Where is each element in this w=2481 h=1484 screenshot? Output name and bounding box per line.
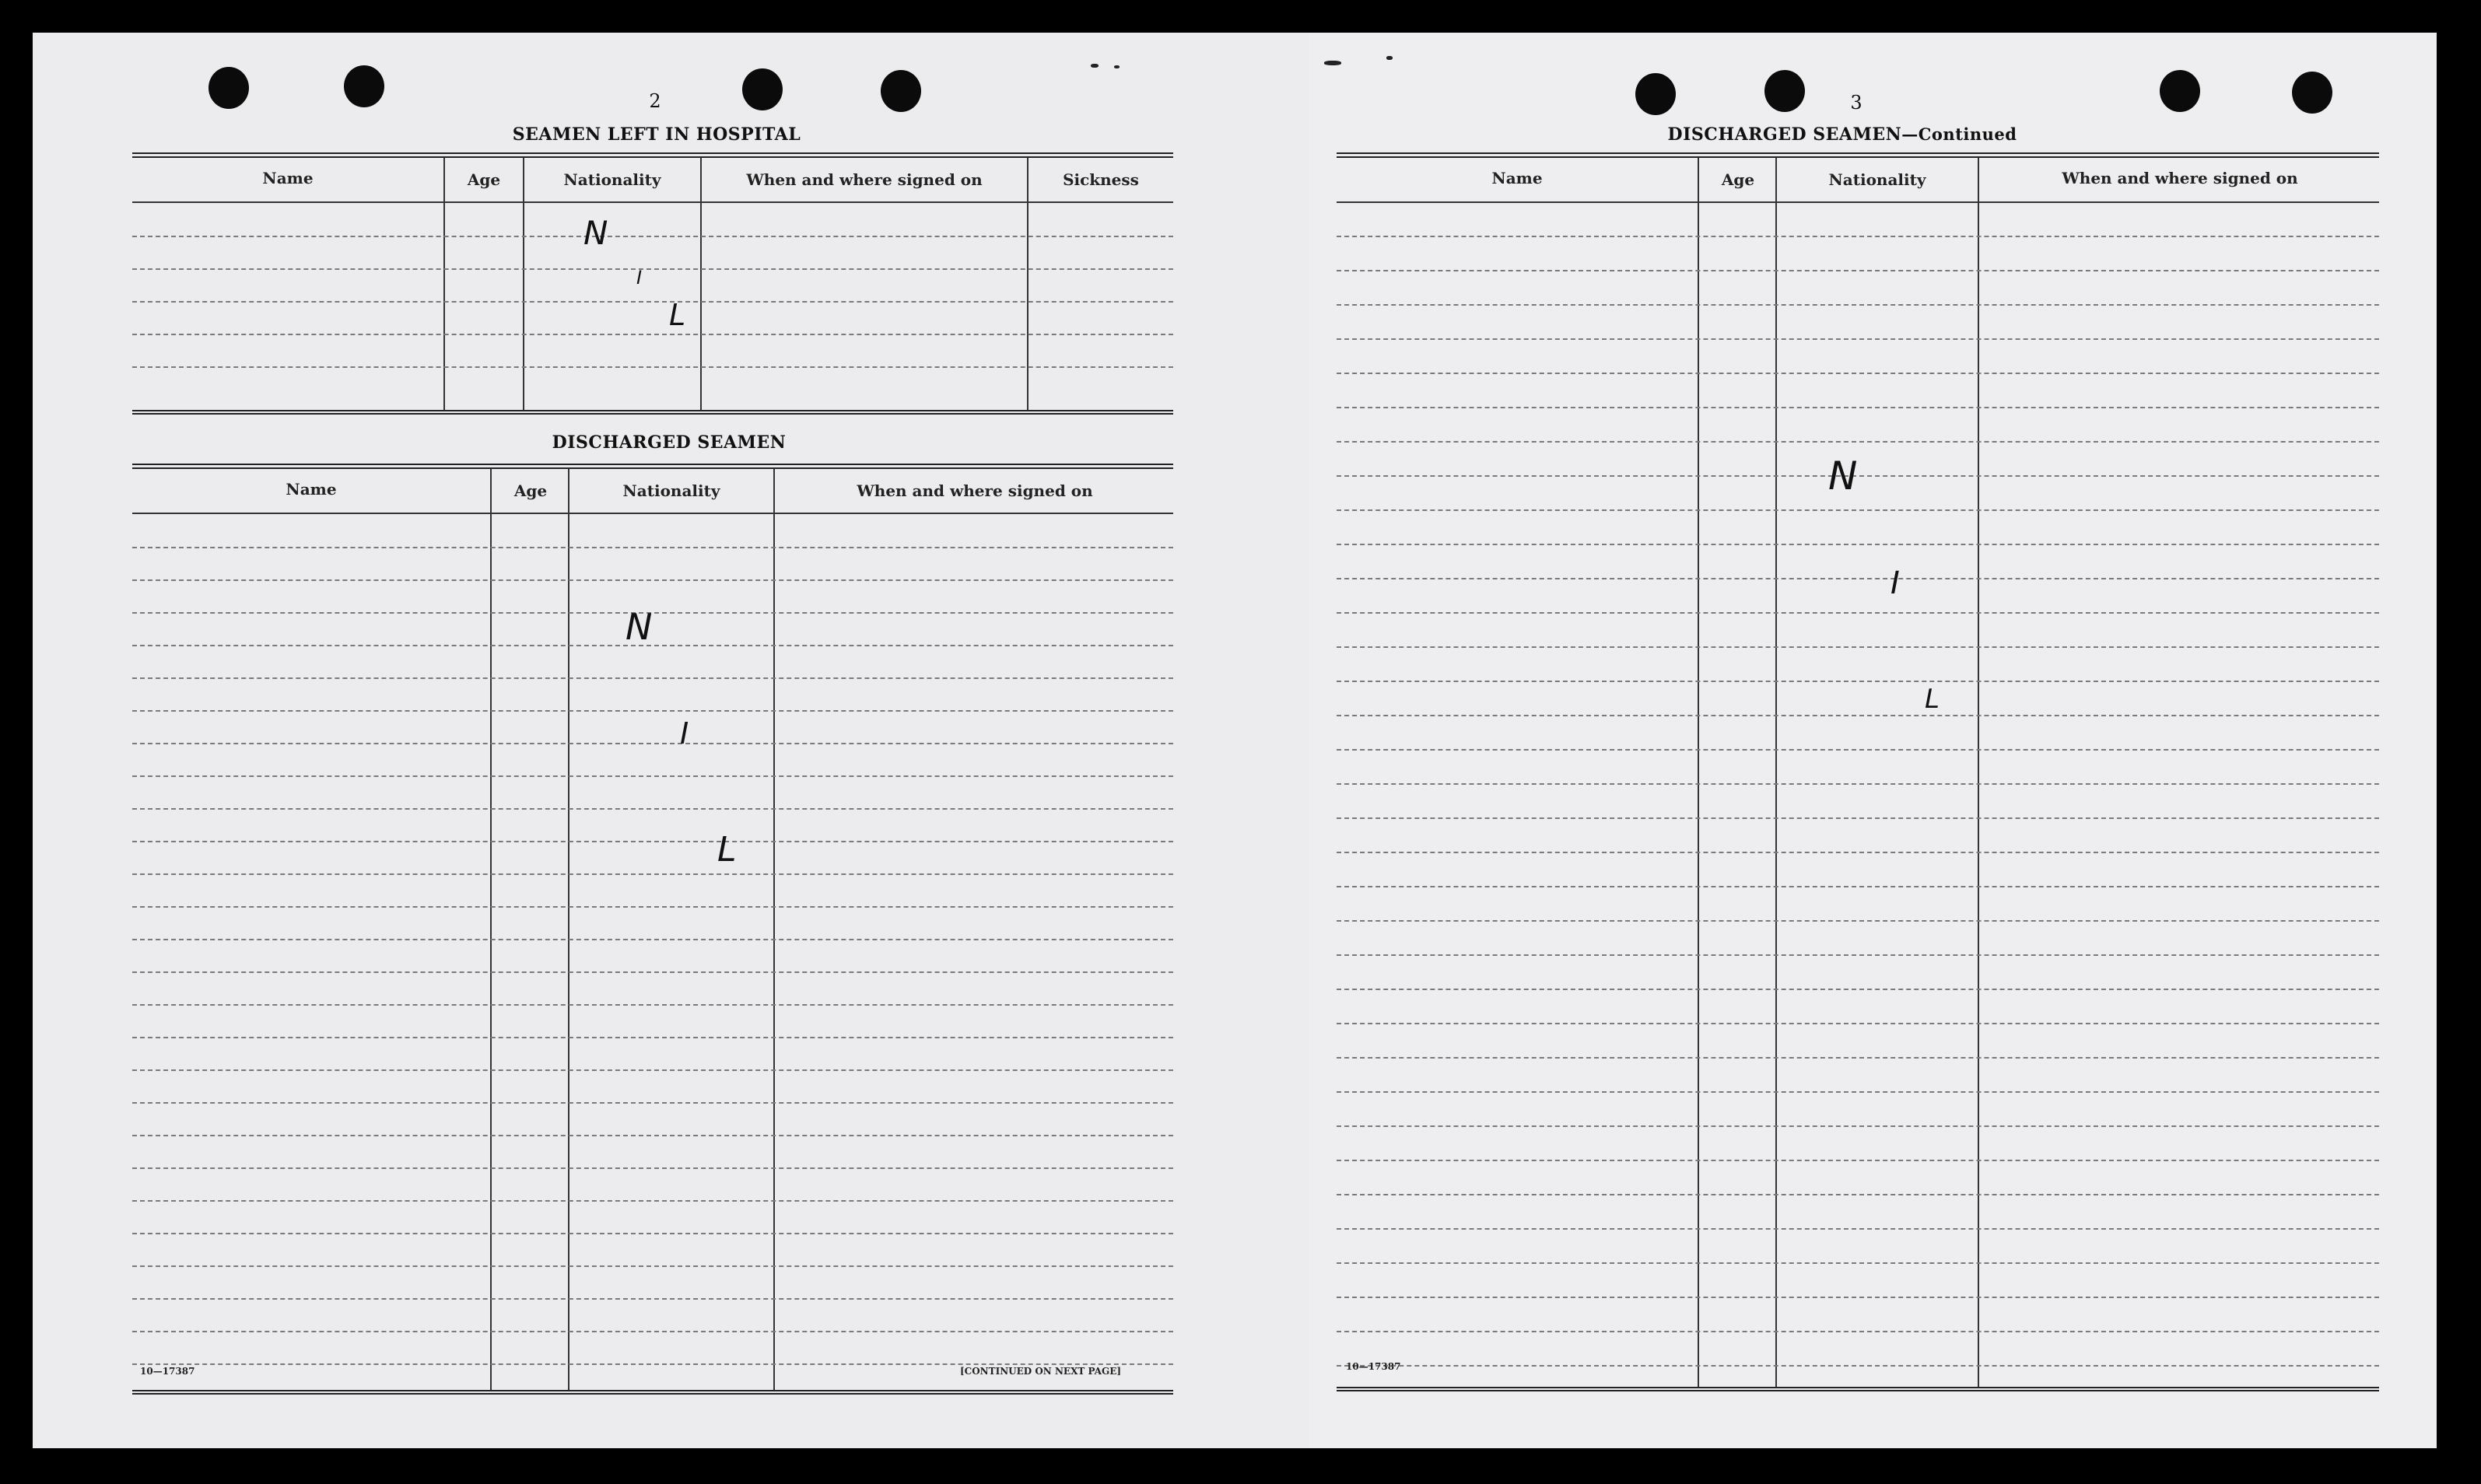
form-number: 10—17387 [1346, 1361, 1401, 1372]
table-row [132, 677, 1173, 679]
column-header-age: Age [467, 170, 501, 189]
table-row [1337, 441, 2379, 443]
table-row [132, 268, 1173, 270]
column-divider [773, 469, 775, 1390]
column-header-name: Name [1491, 169, 1543, 187]
table-row [1337, 236, 2379, 237]
table-row [1337, 1091, 2379, 1093]
table-row [1337, 749, 2379, 751]
discharged-continued-title [1668, 124, 2017, 145]
table-row [1337, 407, 2379, 408]
table-row [132, 579, 1173, 581]
column-header-name: Name [262, 169, 314, 187]
column-divider [523, 158, 524, 410]
table-row [132, 775, 1173, 777]
table-row [1337, 1297, 2379, 1298]
table-row [1337, 1194, 2379, 1195]
punch-hole [209, 67, 249, 109]
column-divider [1978, 158, 1979, 1387]
table-row [1337, 989, 2379, 990]
hospital-section-title: SEAMEN LEFT IN HOSPITAL [512, 124, 801, 145]
table-row [132, 645, 1173, 646]
table-row [1337, 817, 2379, 819]
punch-hole [2292, 72, 2332, 114]
table-row [132, 906, 1173, 908]
table-row [132, 1265, 1173, 1267]
ink-speck [1114, 65, 1120, 68]
table-row [1337, 852, 2379, 853]
punch-hole [1635, 73, 1676, 115]
handwritten-mark: I [636, 267, 643, 289]
column-divider [443, 158, 445, 410]
column-header-when-where: When and where signed on [746, 170, 983, 189]
table-row [1337, 920, 2379, 922]
table-row [1337, 954, 2379, 956]
title-main: DISCHARGED SEAMEN [1667, 124, 1902, 145]
table-row [1337, 304, 2379, 306]
handwritten-mark: I [1891, 565, 1900, 601]
table-row [132, 1167, 1173, 1169]
handwritten-mark: L [669, 298, 686, 332]
table-row [132, 1331, 1173, 1332]
table-row [1337, 475, 2379, 477]
table-row [132, 873, 1173, 875]
page-number: 2 [649, 90, 661, 112]
table-row [1337, 1125, 2379, 1127]
table-row [1337, 1023, 2379, 1024]
table-row [132, 971, 1173, 973]
table-row [132, 1135, 1173, 1136]
table-row [1337, 270, 2379, 271]
table-row [132, 1004, 1173, 1006]
table-row [1337, 1365, 2379, 1367]
column-header-sickness: Sickness [1063, 170, 1139, 189]
table-row [132, 1102, 1173, 1104]
table-row [1337, 1228, 2379, 1230]
column-header-name: Name [286, 480, 337, 499]
handwritten-mark: N [583, 214, 608, 252]
column-header-nationality: Nationality [622, 481, 720, 500]
ink-speck [1091, 64, 1099, 68]
discharged-table [132, 464, 1173, 1390]
column-divider [1027, 158, 1028, 410]
table-row [1337, 1331, 2379, 1332]
table-row [1337, 715, 2379, 716]
table-row [1337, 509, 2379, 511]
table-row [132, 743, 1173, 744]
ink-speck [1386, 56, 1393, 60]
table-row [1337, 1262, 2379, 1264]
table-row [1337, 783, 2379, 785]
table-row [1337, 373, 2379, 374]
table-row [132, 710, 1173, 712]
table-bottom-rule [132, 410, 1173, 415]
punch-hole [2160, 70, 2200, 112]
table-row [132, 301, 1173, 303]
table-row [132, 808, 1173, 810]
table-row [132, 1298, 1173, 1300]
column-divider [1775, 158, 1777, 1387]
table-row [132, 236, 1173, 237]
column-divider [568, 469, 569, 1390]
page-number: 3 [1850, 92, 1863, 114]
table-row [1337, 1057, 2379, 1059]
table-row [1337, 886, 2379, 887]
column-header-nationality: Nationality [1828, 170, 1926, 189]
table-row [1337, 612, 2379, 614]
table-row [1337, 681, 2379, 682]
table-row [132, 939, 1173, 940]
column-divider [700, 158, 702, 410]
handwritten-mark: L [717, 830, 737, 870]
handwritten-mark: N [1828, 453, 1858, 499]
document-sheet [33, 33, 2437, 1448]
handwritten-mark: N [626, 606, 653, 648]
table-row [1337, 544, 2379, 545]
table-row [132, 1363, 1173, 1365]
table-row [132, 547, 1173, 548]
table-row [132, 612, 1173, 614]
table-row [1337, 338, 2379, 340]
column-header-when-where: When and where signed on [857, 481, 1093, 500]
form-number: 10—17387 [140, 1366, 195, 1377]
continued-note: [CONTINUED ON NEXT PAGE] [960, 1366, 1122, 1377]
table-row [1337, 1160, 2379, 1161]
table-bottom-rule [1337, 1387, 2379, 1391]
table-row [132, 841, 1173, 842]
table-row [132, 1200, 1173, 1202]
column-header-when-where: When and where signed on [2062, 169, 2298, 187]
punch-hole [881, 70, 921, 112]
punch-hole [1764, 70, 1805, 112]
table-row [132, 366, 1173, 368]
title-continued: —Continued [1901, 124, 2017, 144]
handwritten-mark: L [1925, 684, 1940, 715]
table-row [1337, 578, 2379, 579]
table-bottom-rule [132, 1390, 1173, 1395]
punch-hole [344, 65, 384, 107]
column-divider [490, 469, 492, 1390]
table-row [132, 1069, 1173, 1071]
column-header-age: Age [513, 481, 548, 500]
discharged-continued-table [1337, 152, 2379, 1387]
table-row [132, 1233, 1173, 1234]
punch-hole [742, 68, 783, 110]
column-header-age: Age [1721, 170, 1755, 189]
ink-speck [1324, 61, 1341, 65]
table-row [1337, 646, 2379, 648]
discharged-section-title: DISCHARGED SEAMEN [552, 432, 787, 453]
column-header-nationality: Nationality [563, 170, 661, 189]
table-row [132, 1037, 1173, 1038]
hospital-table [132, 152, 1173, 410]
column-divider [1698, 158, 1699, 1387]
table-row [132, 334, 1173, 335]
handwritten-mark: I [680, 716, 689, 751]
